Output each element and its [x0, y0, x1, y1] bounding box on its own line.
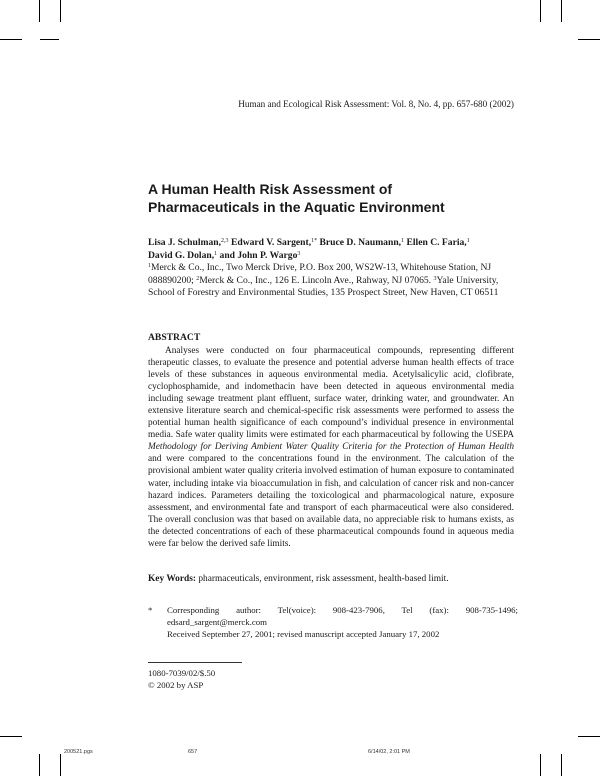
- keywords-label: Key Words:: [148, 574, 197, 584]
- article-title: [148, 180, 508, 216]
- affil-marker: 1: [214, 250, 218, 257]
- slug-date: 6/14/02, 2:01 PM: [368, 749, 410, 755]
- author-name: Bruce D. Naumann,: [319, 237, 402, 248]
- footnote-marker: *: [148, 605, 153, 615]
- crop-mark: [578, 39, 600, 40]
- affil-marker: 2,3: [221, 238, 229, 244]
- slug-file: 200521.pgs: [64, 749, 93, 755]
- crop-mark: [578, 736, 600, 737]
- keywords-text: pharmaceuticals, environment, risk assessment, health-based limit.: [196, 574, 449, 584]
- affil-marker: 1: [466, 238, 470, 244]
- abstract-heading: ABSTRACT: [148, 332, 201, 343]
- copyright-block: [148, 667, 215, 691]
- affiliation-text: Merck & Co., Inc., Two Merck Drive, P.O. Box 200, WS2W-13, Whitehouse Station, NJ 088890200;: [148, 262, 492, 286]
- crop-mark: [561, 0, 562, 22]
- crop-mark: [40, 39, 59, 40]
- title-line: Pharmaceuticals in the Aquatic Environment: [148, 199, 445, 215]
- crop-mark: [0, 39, 22, 40]
- author-name: Ellen C. Faria,: [406, 237, 467, 248]
- crop-mark: [60, 0, 61, 22]
- affiliations: [148, 262, 518, 300]
- abstract-body: [148, 345, 514, 550]
- crop-mark: [60, 754, 61, 776]
- affil-marker: 2: [196, 275, 200, 282]
- affil-marker: 1: [401, 238, 405, 244]
- received-dates: Received September 27, 2001; revised manuscript accepted January 17, 2002: [167, 629, 440, 639]
- abstract-text: and were compared to the concentrations found in the environment. The calculation of the provisional ambient water quality criteria involved estimation of human exposure to contaminated water, including intake via bioaccumulation in fish, and calculation of cancer risk and non-cancer hazard indices. Parameters detailing the toxicological and pharmacological nature, exposure assessment, and environmental fate and transport of each pharmaceutical were also considered. The overall conclusion was that based on available data, no appreciable risk to humans exists, as the detected concentrations of each of these pharmaceutical compounds found in aqueous media were far below the derived safe limits.: [148, 454, 514, 549]
- footnote-row: [148, 604, 518, 628]
- author-name: and John P. Wargo: [219, 249, 298, 261]
- author-name: David G. Dolan,: [148, 249, 215, 261]
- issn: 1080-7039/02/$.50: [148, 668, 216, 678]
- crop-mark: [540, 754, 541, 776]
- crop-mark: [39, 754, 40, 776]
- footnote: [148, 604, 518, 640]
- affil-marker: 3: [297, 250, 301, 257]
- affil-marker: 3: [433, 275, 437, 282]
- affiliation-text: Yale University, School of Forestry and Environmental Studies, 135 Prospect Street, New Haven, CT 06511: [148, 274, 499, 299]
- abstract-text: Analyses were conducted on four pharmaceutical compounds, representing different therapeutic classes, to evaluate the presence and potential adverse human health effects of trace levels of these substances in aqueous environmental media. Acetylsalicylic acid, clofibrate, cyclophosphamide, and indomethacin have been detected in aqueous environmental media including sewage treatment plant effluent, surface water, drinking water, and groundwater. An extensive literature search and chemical-specific risk assessments were performed to assess the potential human health significance of each compound’s individual presence in environmental media. Safe water quality limits were estimated for each pharmaceutical by following the USEPA: [148, 346, 514, 441]
- crop-mark: [39, 0, 40, 22]
- keywords: [148, 574, 518, 584]
- crop-mark: [0, 736, 22, 737]
- copyright-rule: [148, 662, 242, 663]
- crop-mark: [540, 0, 541, 22]
- corresponding-author: Corresponding author: Tel(voice): 908-423-7906, Tel (fax): 908-735-1496; edsard_sargent@merck.com: [167, 605, 518, 627]
- author-block: [148, 237, 518, 300]
- author-name: Edward V. Sargent,: [230, 237, 312, 248]
- crop-mark: [561, 754, 562, 776]
- slug-page: 657: [188, 749, 198, 755]
- journal-citation: Human and Ecological Risk Assessment: Vol. 8, No. 4, pp. 657-680 (2002): [238, 99, 514, 109]
- author-name: Lisa J. Schulman,: [148, 237, 222, 248]
- affil-marker: 1*: [311, 238, 318, 244]
- abstract-italic-title: Methodology for Deriving Ambient Water Quality Criteria for the Protection of Human Health: [148, 442, 514, 453]
- affil-marker: 1: [148, 263, 151, 270]
- author-list: [148, 237, 518, 262]
- copyright-notice: © 2002 by ASP: [148, 680, 204, 690]
- affiliation-text: Merck & Co., Inc., 126 E. Lincoln Ave., Rahway, NJ 07065.: [199, 274, 434, 286]
- title-line: A Human Health Risk Assessment of: [148, 181, 393, 197]
